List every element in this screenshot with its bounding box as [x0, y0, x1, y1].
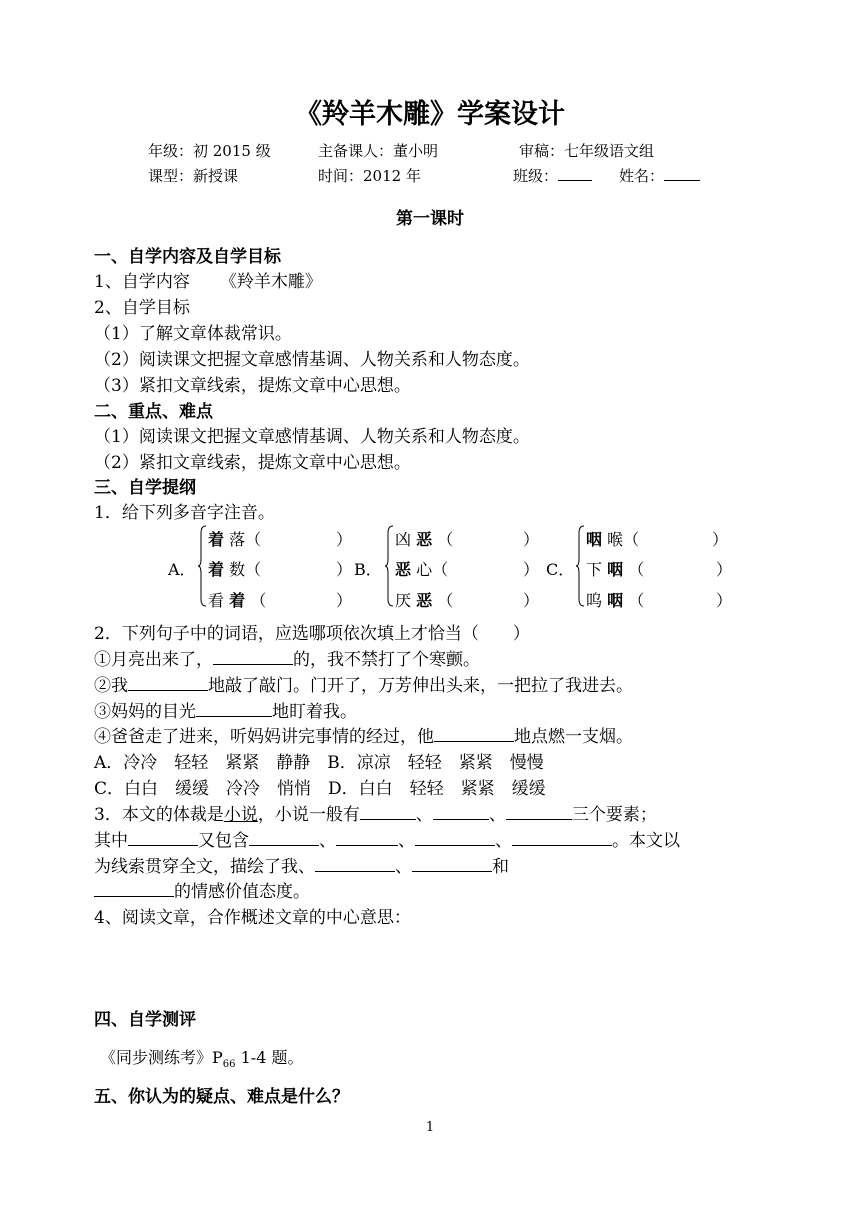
- meta-time: 时间：2012 年: [318, 167, 421, 185]
- fill-blank[interactable]: [415, 828, 495, 846]
- options-cd: C．白白 缓缓 冷冷 悄悄 D．白白 轻轻 紧紧 缓缓: [94, 779, 546, 799]
- question-3-line-2: 其中 又包含 、 、 、 。本文以: [94, 826, 680, 851]
- group-label: B．: [354, 560, 382, 579]
- goal-item: （3）紧扣文章线索，提炼文章中心思想。: [94, 376, 411, 396]
- group-label: A．: [168, 560, 196, 579]
- fill-blank[interactable]: [315, 854, 395, 872]
- fill-blank[interactable]: [433, 802, 489, 820]
- meta-class: [513, 165, 592, 186]
- polyphone-row: 咽 喉（: [586, 530, 640, 549]
- paren-close: ）: [523, 591, 540, 610]
- meta-preparer: 主备课人：董小明: [318, 142, 439, 160]
- section1-heading: 一、自学内容及自学目标: [94, 247, 281, 267]
- q2-sentence-4: ④爸爸走了进来，听妈妈讲完事情的经过，他 地点燃一支烟。: [94, 722, 633, 747]
- fill-blank[interactable]: [412, 854, 492, 872]
- fill-blank[interactable]: [434, 724, 514, 742]
- polyphone-row: 呜 咽 （: [586, 591, 645, 610]
- page-number: 1: [425, 1120, 435, 1135]
- fill-blank[interactable]: [506, 802, 572, 820]
- polyphone-row: 着 落（: [208, 530, 262, 549]
- meta-name: [619, 165, 700, 186]
- paren-close: ）: [716, 591, 733, 610]
- polyphone-row: 下 咽 （: [586, 560, 645, 579]
- fill-blank[interactable]: [249, 828, 319, 846]
- fill-blank[interactable]: [128, 673, 208, 691]
- question-2: 2．下列句子中的词语，应选哪项依次填上才恰当（ ）: [94, 624, 530, 644]
- paren-close: ）: [336, 560, 353, 579]
- meta-lesson-type: 课型：新授课: [148, 167, 239, 185]
- paren-close: ）: [712, 530, 729, 549]
- fill-blank[interactable]: [213, 647, 293, 665]
- goal-item: （2）阅读课文把握文章感情基调、人物关系和人物态度。: [94, 350, 530, 370]
- name-blank[interactable]: [664, 165, 700, 181]
- brace-icon: [198, 525, 207, 607]
- goal-label: 2、自学目标: [94, 298, 190, 318]
- fill-blank[interactable]: [196, 699, 272, 717]
- fill-blank[interactable]: [94, 879, 174, 897]
- test-reference: 《同步测练考》$P_{66}$ 1-4 题。: [100, 1048, 304, 1071]
- period-heading: 第一课时: [396, 209, 464, 229]
- name-label: 姓名：: [619, 167, 665, 185]
- brace-icon: [576, 525, 585, 607]
- section3-heading: 三、自学提纲: [94, 478, 196, 498]
- question-3-line-1: 3．本文的体裁是小说，小说一般有 、 、 三个要素；: [94, 800, 657, 825]
- polyphone-row: 凶 恶 （: [395, 530, 454, 549]
- section4-heading: 四、自学测评: [94, 1010, 196, 1030]
- polyphone-row: 看 着 （: [208, 591, 267, 610]
- paren-close: ）: [523, 560, 540, 579]
- paren-close: ）: [523, 530, 540, 549]
- polyphone-row: 厌 恶 （: [395, 591, 454, 610]
- question-4: 4、阅读文章，合作概述文章的中心意思：: [94, 908, 411, 928]
- q2-sentence-2: ②我 地敲了敲门。门开了，万芳伸出头来，一把拉了我进去。: [94, 671, 633, 696]
- section5-heading: 五、你认为的疑点、难点是什么？: [94, 1087, 349, 1107]
- keypoint-item: （1）阅读课文把握文章感情基调、人物关系和人物态度。: [94, 427, 530, 447]
- meta-grade: 年级：初 2015 级: [148, 142, 271, 160]
- content-value: 《羚羊木雕》: [219, 272, 322, 292]
- paren-close: ）: [336, 591, 353, 610]
- q2-sentence-1: ①月亮出来了， 的，我不禁打了个寒颤。: [94, 645, 480, 670]
- options-ab: A．冷冷 轻轻 紧紧 静静 B．凉凉 轻轻 紧紧 慢慢: [94, 753, 544, 773]
- genre-answer: 小说: [223, 805, 258, 825]
- content-row: [94, 267, 322, 292]
- fill-blank[interactable]: [512, 828, 612, 846]
- question-3-line-3: 为线索贯穿全文，描绘了我、 、 和: [94, 852, 509, 877]
- question-1: 1．给下列多音字注音。: [94, 503, 275, 523]
- fill-blank[interactable]: [128, 828, 198, 846]
- keypoint-item: （2）紧扣文章线索，提炼文章中心思想。: [94, 453, 411, 473]
- brace-icon: [385, 525, 394, 607]
- content-label: 1、自学内容: [94, 272, 190, 292]
- paren-close: ）: [336, 530, 353, 549]
- goal-item: （1）了解文章体裁常识。: [94, 324, 292, 344]
- fill-blank[interactable]: [360, 802, 416, 820]
- meta-reviewer: 审稿：七年级语文组: [519, 142, 655, 160]
- class-label: 班级：: [513, 167, 559, 185]
- question-3-line-4: 的情感价值态度。: [94, 877, 310, 902]
- q2-sentence-3: ③妈妈的目光 地盯着我。: [94, 697, 357, 722]
- fill-blank[interactable]: [336, 828, 398, 846]
- page-title: 《羚羊木雕》学案设计: [295, 99, 565, 130]
- polyphone-row: 恶 心（: [395, 560, 449, 579]
- polyphone-row: 着 数（: [208, 560, 262, 579]
- section2-heading: 二、重点、难点: [94, 402, 213, 422]
- paren-close: ）: [716, 560, 733, 579]
- group-label: C．: [546, 560, 575, 579]
- class-blank[interactable]: [558, 165, 592, 181]
